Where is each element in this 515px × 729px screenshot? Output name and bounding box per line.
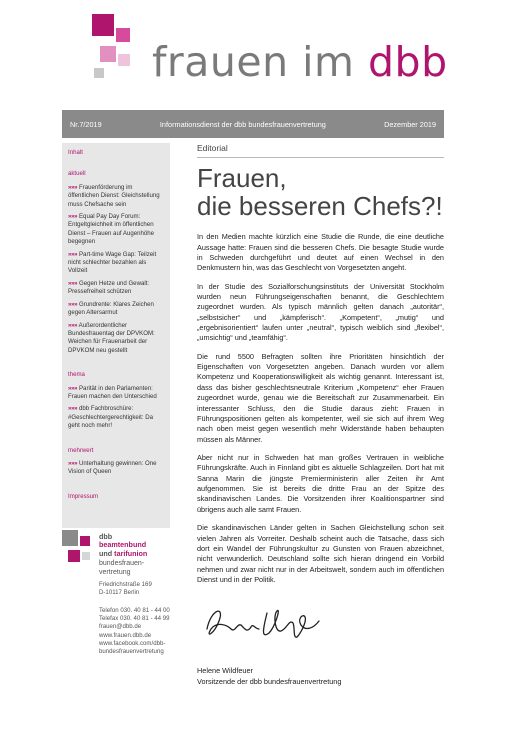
masthead-title-part2: dbb bbox=[368, 38, 448, 86]
arrow-icon: »»» bbox=[68, 384, 78, 392]
sidebar-item[interactable] bbox=[68, 184, 164, 209]
article-body bbox=[197, 232, 444, 585]
issue-number: Nr.7/2019 bbox=[70, 119, 102, 129]
signer bbox=[197, 666, 444, 686]
masthead-title bbox=[152, 38, 448, 86]
sidebar-item[interactable] bbox=[68, 460, 164, 477]
sidebar-impressum[interactable]: Impressum bbox=[68, 492, 99, 500]
arrow-icon: »»» bbox=[68, 300, 78, 308]
signer-title: Vorsitzende der dbb bundesfrauenvertretung bbox=[197, 676, 342, 686]
arrow-icon: »»» bbox=[68, 183, 78, 191]
paragraph: Die rund 5500 Befragten sollten ihre Prioritäten hinsichtlich der Eigenschaften von Vorgesetzten angeben. Danach wurden vor allem Kompetenz und Kooperationswilligkeit als wichtig genannt. Interessant ist, dass das bisher geschlechtsneutrale Kriterium „Kompetenz“ eher Frauen zugeordnet wurde, genau wie die Bereitschaft zur Zusammenarbeit. Ein interessanter Schluss, den die Studie daraus zieht: Frauen in Führungspositionen gelten als kompetenter, weil sie sich auf ihrem Weg nach oben meist gegen wesentlich mehr Widerstände haben behaupten müssen als Männer. bbox=[197, 351, 444, 444]
sidebar-item-label: Frauenförderung im öffentlichen Dienst: Gleichstellung muss Chefsache sein bbox=[68, 183, 160, 208]
publication-subtitle: Informationsdienst der dbb bundesfrauenvertretung bbox=[159, 119, 326, 129]
org-line2: beamtenbund bbox=[99, 540, 147, 550]
sidebar-item[interactable] bbox=[68, 213, 164, 247]
sidebar-item-label: Außerordentlicher Bundesfrauentag der DPVKOM: Weichen für Frauenarbeit der DPVKOM neu gestellt bbox=[68, 321, 155, 354]
masthead-logo-squares bbox=[92, 14, 132, 84]
arrow-icon: »»» bbox=[68, 213, 78, 221]
sidebar-section-heading: thema bbox=[68, 371, 85, 379]
dept-line2: vertretung bbox=[99, 569, 131, 577]
signature-image bbox=[197, 599, 337, 649]
info-bar bbox=[62, 110, 444, 138]
paragraph: In den Medien machte kürzlich eine Studie die Runde, die eine deutliche Aussage hatte: Frauen sind die besseren Chefs. Die besagte Studie wurde in Schweden durchgeführt und deutet auf einen Wechsel in den Denkmustern hin, was das Geschlecht von Vorgesetzten angeht. bbox=[197, 232, 444, 273]
headline-line1: Frauen, bbox=[197, 163, 287, 193]
arrow-icon: »»» bbox=[68, 250, 78, 258]
paragraph: Aber nicht nur in Schweden hat man großes Vertrauen in weibliche Führungskräfte. Auch in Finnland gibt es aktuelle Schlagzeilen. Dort hat mit Sanna Marin die jüngste Premierministerin aller Zeiten ihr Amt aufgenommen. Sie ist bereits die dritte Frau an der Spitze des skandinavischen Landes. Die Vorsitzenden ihrer Koalitionspartner sind übrigens auch alle samt Frauen. bbox=[197, 452, 444, 514]
org-line1: dbb bbox=[99, 532, 113, 541]
org-line3b: tarifunion bbox=[114, 548, 148, 558]
sidebar-item-label: Grundrente: Klares Zeichen gegen Altersarmut bbox=[68, 300, 154, 317]
sidebar-item[interactable] bbox=[68, 280, 164, 297]
dbb-logo-mark bbox=[62, 530, 92, 570]
sidebar-section-heading: aktuell bbox=[68, 170, 86, 178]
arrow-icon: »»» bbox=[68, 459, 78, 467]
sidebar-item[interactable] bbox=[68, 301, 164, 318]
sidebar-item-label: dbb Fachbroschüre: #Geschlechtergerechtigkeit: Da geht noch mehr! bbox=[68, 405, 154, 430]
phone: Telefon 030. 40 81 - 44 00 bbox=[99, 607, 170, 614]
org-line3a: und bbox=[99, 548, 115, 558]
divider bbox=[197, 157, 444, 158]
contact-block bbox=[62, 530, 170, 675]
contact-details bbox=[99, 607, 170, 656]
issue-date: Dezember 2019 bbox=[384, 119, 436, 129]
headline-line2: die besseren Chefs?! bbox=[197, 191, 443, 222]
address-line2: D-10117 Berlin bbox=[99, 589, 140, 597]
sidebar-item-label: Unterhaltung gewinnen: One Vision of Queen bbox=[68, 459, 157, 476]
sidebar-item[interactable] bbox=[68, 322, 164, 356]
sidebar-item-label: Parität in den Parlamenten: Frauen machen den Unterschied bbox=[68, 384, 157, 400]
article-kicker: Editorial bbox=[197, 143, 228, 153]
sidebar-item[interactable] bbox=[68, 405, 164, 430]
sidebar-heading-inhalt: Inhalt bbox=[68, 149, 83, 156]
sidebar-item-label: Gegen Hetze und Gewalt: Pressefreiheit schützen bbox=[68, 279, 150, 296]
article bbox=[197, 143, 444, 687]
paragraph: Die skandinavischen Länder gelten in Sachen Gleichstellung schon seit vielen Jahren als Vorreiter. Deshalb scheint auch die Tatsache, dass sich dort ein Wandel der Führungskultur zu Gunsten von Frauen abzeichnet, nicht verwunderlich. Deutschland sollte sich hieran dringend ein Vorbild nehmen und zwar nicht nur in der Arbeitswelt, sondern auch im öffentlichen Dienst und in der Politik. bbox=[197, 523, 444, 584]
sidebar-section-heading: mehrwert bbox=[68, 446, 94, 454]
sidebar-item[interactable] bbox=[68, 251, 164, 276]
arrow-icon: »»» bbox=[68, 405, 78, 413]
address-line1: Friedrichstraße 169 bbox=[99, 581, 152, 588]
dbb-logo-text bbox=[99, 533, 147, 558]
fax: Telefax 030. 40 81 - 44 99 bbox=[99, 615, 170, 623]
sidebar-item[interactable] bbox=[68, 385, 164, 402]
signer-name: Helene Wildfeuer bbox=[197, 666, 253, 676]
article-headline bbox=[197, 164, 444, 220]
paragraph: In der Studie des Sozialforschungsinstituts der Universität Stockholm wurden neun Führungseigenschaften benannt, die Geschlechtern zugeordnet wurden. Als typisch männlich gelten danach „autoritär“, „selbstsicher“ und „kämpferisch“. „Kompetent“, „mutig“ und „ergebnisorientiert“ laufen unter „neutral“, typisch weiblich sind „flexibel“, „umsichtig“ und „teamfähig“. bbox=[197, 281, 444, 343]
sidebar-item-label: Part-time Wage Gap: Teilzeit nicht schlechter bezahlen als Vollzeit bbox=[68, 250, 157, 275]
address bbox=[99, 581, 152, 597]
arrow-icon: »»» bbox=[68, 321, 78, 329]
web-link[interactable]: www.frauen.dbb.de bbox=[99, 631, 152, 639]
dept-line1: bundesfrauen- bbox=[99, 560, 145, 567]
facebook-link[interactable] bbox=[99, 640, 170, 656]
arrow-icon: »»» bbox=[68, 279, 78, 287]
facebook-line2: bundesfrauenvertretung bbox=[99, 648, 164, 656]
facebook-line1: www.facebook.com/dbb- bbox=[99, 639, 166, 647]
sidebar-item-label: Equal Pay Day Forum: Entgeltgleichheit im öffentlichen Dienst – Frauen auf Augenhöhe begegnen bbox=[68, 213, 155, 246]
sidebar-contents bbox=[62, 143, 170, 528]
masthead-title-part1: frauen im bbox=[152, 38, 369, 86]
email-link[interactable]: frauen@dbb.de bbox=[99, 623, 142, 631]
department-name bbox=[99, 559, 144, 578]
